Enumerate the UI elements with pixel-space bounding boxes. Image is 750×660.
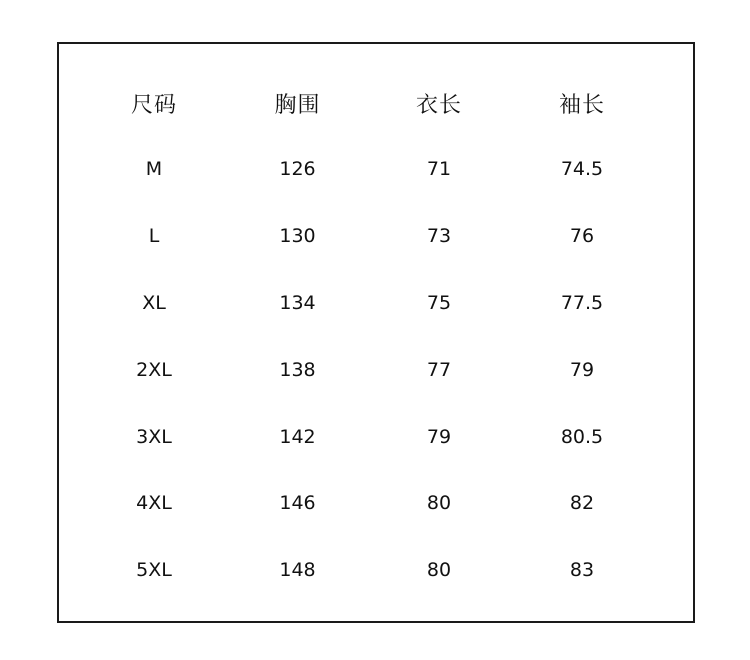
cell-chest: 148 bbox=[279, 559, 316, 582]
cell-length: 79 bbox=[426, 425, 452, 448]
cell-sleeve: 77.5 bbox=[560, 291, 604, 314]
cell-chest: 130 bbox=[279, 225, 316, 248]
table-row bbox=[83, 203, 656, 270]
cell-sleeve: 74.5 bbox=[560, 158, 604, 181]
cell-length: 71 bbox=[426, 158, 452, 181]
cell-chest: 146 bbox=[279, 492, 316, 515]
table-row bbox=[83, 270, 656, 337]
cell-length: 73 bbox=[426, 225, 452, 248]
cell-length: 75 bbox=[426, 291, 452, 314]
cell-sleeve: 79 bbox=[569, 358, 595, 381]
cell-size: 3XL bbox=[136, 425, 172, 448]
cell-chest: 138 bbox=[279, 358, 316, 381]
header-size: 尺码 bbox=[130, 92, 177, 118]
table-row bbox=[83, 336, 656, 403]
cell-size: M bbox=[145, 158, 163, 181]
cell-sleeve: 76 bbox=[569, 225, 595, 248]
cell-size: 4XL bbox=[136, 492, 172, 515]
table-row bbox=[83, 470, 656, 537]
cell-chest: 134 bbox=[279, 291, 316, 314]
cell-size: 2XL bbox=[136, 358, 172, 381]
cell-size: XL bbox=[142, 291, 166, 314]
cell-chest: 142 bbox=[279, 425, 316, 448]
cell-length: 80 bbox=[426, 559, 452, 582]
cell-length: 77 bbox=[426, 358, 452, 381]
cell-size: 5XL bbox=[136, 559, 172, 582]
header-row bbox=[83, 70, 656, 136]
cell-sleeve: 83 bbox=[569, 559, 595, 582]
cell-size: L bbox=[148, 225, 160, 248]
cell-sleeve: 80.5 bbox=[560, 425, 604, 448]
table-row bbox=[83, 136, 656, 203]
header-length: 衣长 bbox=[415, 92, 462, 118]
table-row bbox=[83, 403, 656, 470]
header-sleeve: 袖长 bbox=[558, 92, 605, 118]
size-chart-table bbox=[83, 70, 656, 604]
header-chest: 胸围 bbox=[274, 92, 321, 118]
table-row bbox=[83, 537, 656, 604]
cell-chest: 126 bbox=[279, 158, 316, 181]
cell-length: 80 bbox=[426, 492, 452, 515]
cell-sleeve: 82 bbox=[569, 492, 595, 515]
